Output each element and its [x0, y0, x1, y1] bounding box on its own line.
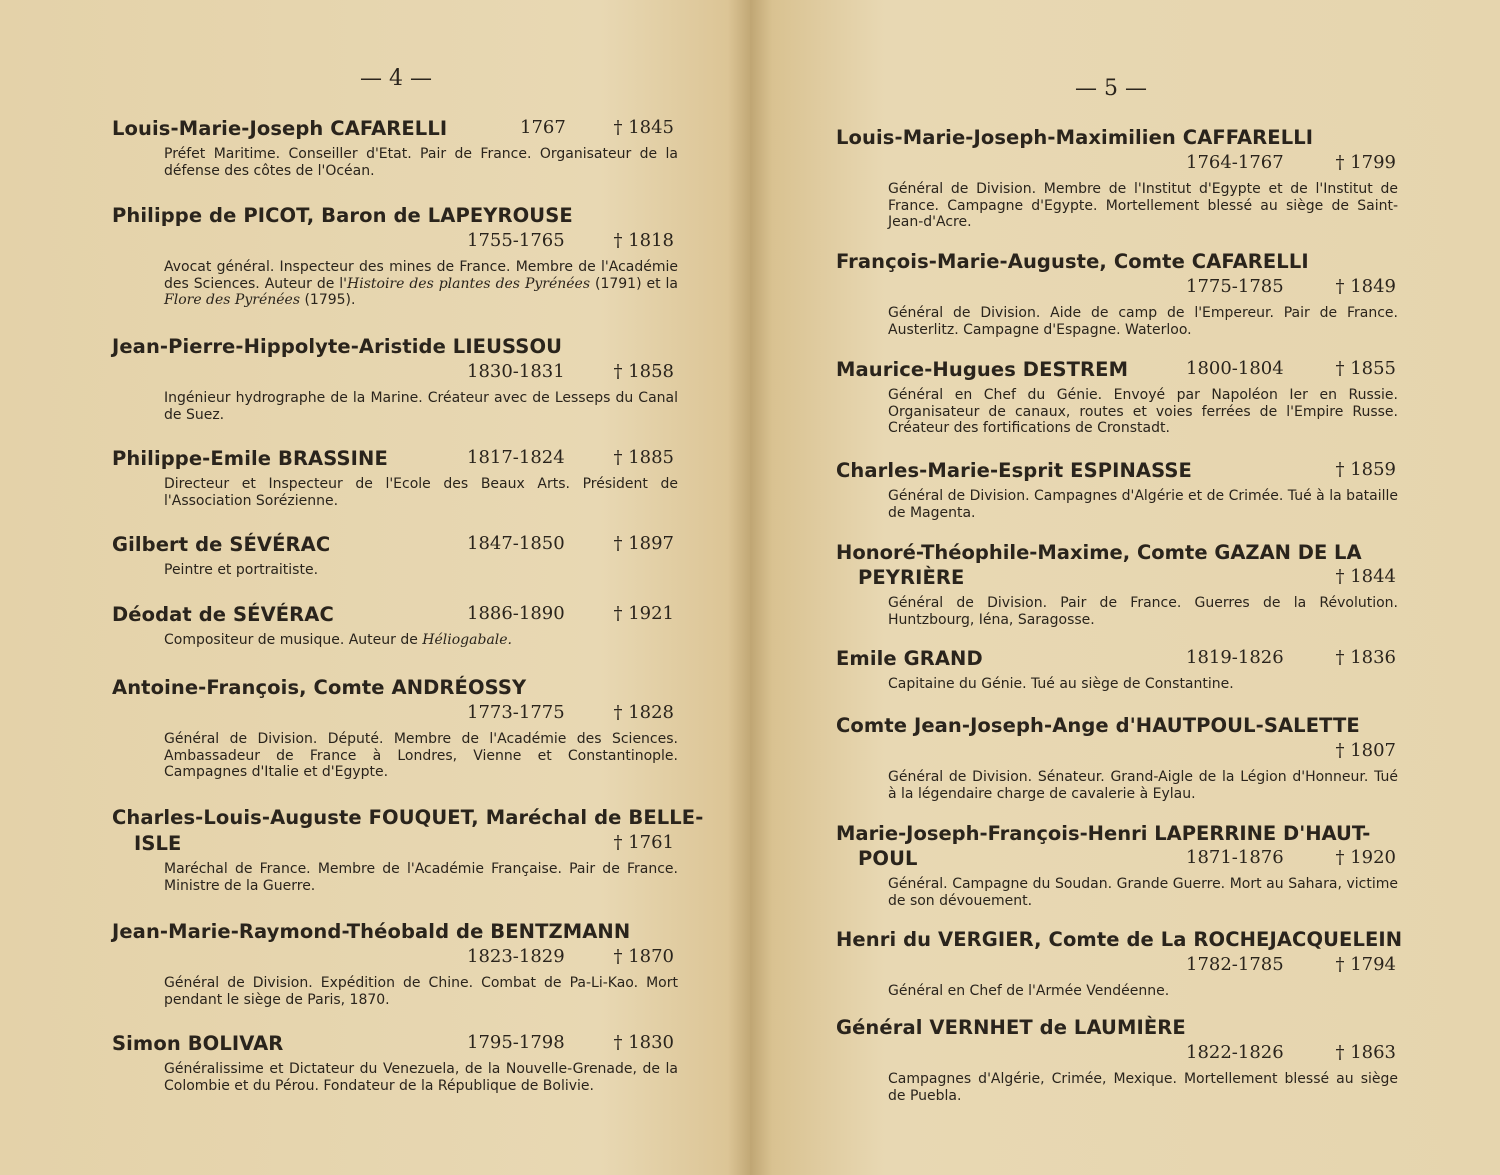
entry-dates: 1830-1831: [467, 361, 565, 382]
entry-dates: 1817-1824: [467, 447, 565, 468]
entry-death: † 1885: [613, 447, 674, 468]
entry-description: Général de Division. Expédition de Chine. Combat de Pa-Li-Kao. Mort pendant le siège de Paris, 1870.: [164, 975, 678, 1008]
entry-death: † 1828: [613, 702, 674, 723]
entry-description: Ingénieur hydrographe de la Marine. Créateur avec de Lesseps du Canal de Suez.: [164, 390, 678, 423]
entry-death: † 1870: [613, 946, 674, 967]
entry-dates: 1822-1826: [1186, 1042, 1284, 1063]
entry-name: Louis-Marie-Joseph CAFARELLI: [112, 117, 448, 140]
book-title: Histoire des plantes des Pyrénées: [347, 275, 591, 292]
entry-dates: 1800-1804: [1186, 358, 1284, 379]
entry-description: Général de Division. Aide de camp de l'Empereur. Pair de France. Austerlitz. Campagne d'Espagne. Waterloo.: [888, 305, 1398, 338]
entry-dates: 1773-1775: [467, 702, 565, 723]
entry-death: † 1897: [613, 533, 674, 554]
entry-name: Antoine-François, Comte ANDRÉOSSY: [112, 676, 527, 699]
entry-name: Philippe de PICOT, Baron de LAPEYROUSE: [112, 204, 573, 227]
entry-death: † 1807: [1335, 740, 1396, 761]
entry-name: Marie-Joseph-François-Henri LAPERRINE D'HAUT-: [836, 822, 1371, 845]
entry-description: Général de Division. Membre de l'Institut d'Egypte et de l'Institut de France. Campagne d'Egypte. Mortellement blessé au siège de Saint-Jean-d'Acre.: [888, 181, 1398, 230]
entry-dates: 1871-1876: [1186, 847, 1284, 868]
entry-description: Maréchal de France. Membre de l'Académie Française. Pair de France. Ministre de la Guerre.: [164, 861, 678, 894]
entry-description: Capitaine du Génie. Tué au siège de Constantine.: [888, 676, 1234, 692]
entry-description: Général en Chef du Génie. Envoyé par Napoléon Ier en Russie. Organisateur de canaux, routes et voies ferrées de l'Empire Russe. Créateur des fortifications de Cronstadt.: [888, 387, 1398, 436]
entry-death: † 1799: [1335, 152, 1396, 173]
entry-dates: 1819-1826: [1186, 647, 1284, 668]
entry-death: † 1761: [613, 832, 674, 853]
page-number: — 4 —: [360, 66, 432, 91]
entry-name: Jean-Pierre-Hippolyte-Aristide LIEUSSOU: [112, 335, 563, 358]
entry-dates: 1764-1767: [1186, 152, 1284, 173]
entry: [112, 447, 678, 509]
entry: [836, 821, 1398, 909]
entry: [836, 647, 1398, 693]
entry: [112, 533, 678, 579]
entry-death: † 1920: [1335, 847, 1396, 868]
work-title: Héliogabale.: [422, 632, 513, 648]
entry-death: † 1858: [613, 361, 674, 382]
entry-name-continued: ISLE: [134, 832, 182, 855]
entry-description: Peintre et portraitiste.: [164, 562, 319, 578]
entry-description: Directeur et Inspecteur de l'Ecole des Beaux Arts. Président de l'Association Sorézienne.: [164, 476, 678, 509]
entry-name: Général VERNHET de LAUMIÈRE: [836, 1016, 1186, 1039]
entry: [112, 117, 678, 179]
entry-death: † 1844: [1335, 566, 1396, 587]
entry-dates: 1775-1785: [1186, 276, 1284, 297]
entry-description: Général de Division. Pair de France. Guerres de la Révolution. Huntzbourg, Iéna, Saragosse.: [888, 595, 1398, 628]
entry-description: Général. Campagne du Soudan. Grande Guerre. Mort au Sahara, victime de son dévouement.: [888, 876, 1398, 909]
entry: [836, 250, 1398, 338]
entry-dates: 1795-1798: [467, 1032, 565, 1053]
entry-death: † 1863: [1335, 1042, 1396, 1063]
entry-death: † 1836: [1335, 647, 1396, 668]
entry: [836, 126, 1398, 231]
entry-description: Avocat général. Inspecteur des mines de France. Membre de l'Académie des Sciences. Auteur de l'Histoire des plantes des Pyrénées (1791) et la Flore des Pyrénées (1795).: [164, 259, 678, 308]
entry: [836, 540, 1398, 628]
entry-name: Honoré-Théophile-Maxime, Comte GAZAN DE LA: [836, 541, 1362, 564]
entry-death: † 1794: [1335, 954, 1396, 975]
entry-name: Comte Jean-Joseph-Ange d'HAUTPOUL-SALETTE: [836, 714, 1360, 737]
entry-name: François-Marie-Auguste, Comte CAFARELLI: [836, 250, 1309, 273]
entry-name: Philippe-Emile BRASSINE: [112, 447, 388, 470]
entry-description: Général de Division. Sénateur. Grand-Aigle de la Légion d'Honneur. Tué à la légendaire charge de cavalerie à Eylau.: [888, 769, 1398, 802]
entry-description: Général de Division. Campagnes d'Algérie et de Crimée. Tué à la bataille de Magenta.: [888, 488, 1398, 521]
book-title: Flore des Pyrénées: [164, 292, 301, 308]
entry-description: Général en Chef de l'Armée Vendéenne.: [888, 983, 1170, 999]
entry-name: Gilbert de SÉVÉRAC: [112, 533, 331, 556]
entry-name: Henri du VERGIER, Comte de La ROCHEJACQUELEIN: [836, 928, 1403, 951]
entry-name: Charles-Marie-Esprit ESPINASSE: [836, 459, 1192, 482]
entry-dates: 1847-1850: [467, 533, 565, 554]
entry: [112, 603, 678, 649]
entry: [112, 204, 678, 309]
entry-dates: 1755-1765: [467, 230, 565, 251]
entry: [836, 714, 1398, 802]
entry-description: Compositeur de musique. Auteur de Héliogabale.: [164, 632, 513, 648]
entry-name: Maurice-Hugues DESTREM: [836, 358, 1129, 381]
entry: [836, 928, 1403, 1000]
entry-death: † 1818: [613, 230, 674, 251]
page-number: — 5 —: [1075, 76, 1147, 101]
entry-death: † 1859: [1335, 459, 1396, 480]
entry: [836, 1016, 1398, 1104]
entry-dates: 1767: [520, 117, 566, 138]
entry-description: Campagnes d'Algérie, Crimée, Mexique. Mortellement blessé au siège de Puebla.: [888, 1071, 1398, 1104]
entry-name: Déodat de SÉVÉRAC: [112, 603, 334, 626]
entry: [112, 335, 678, 423]
entry: [836, 358, 1398, 437]
entry-name: Louis-Marie-Joseph-Maximilien CAFFARELLI: [836, 126, 1314, 149]
entry-description: Généralissime et Dictateur du Venezuela, de la Nouvelle-Grenade, de la Colombie et du Pérou. Fondateur de la République de Bolivie.: [164, 1061, 678, 1094]
entry: [112, 920, 678, 1008]
entry-name-continued: PEYRIÈRE: [858, 566, 965, 589]
entry-death: † 1830: [613, 1032, 674, 1053]
entry-name: Emile GRAND: [836, 647, 983, 670]
entry-death: † 1845: [613, 117, 674, 138]
entry: [836, 459, 1398, 521]
entry: [112, 676, 678, 781]
entry-description: Préfet Maritime. Conseiller d'Etat. Pair de France. Organisateur de la défense des côtes de l'Océan.: [164, 146, 678, 179]
entry-description: Général de Division. Député. Membre de l'Académie des Sciences. Ambassadeur de France à Londres, Vienne et Constantinople. Campagnes d'Italie et d'Egypte.: [164, 731, 678, 780]
entry-death: † 1921: [613, 603, 674, 624]
entry-name: Charles-Louis-Auguste FOUQUET, Maréchal de BELLE-: [112, 806, 704, 829]
entry-dates: 1823-1829: [467, 946, 565, 967]
entry-death: † 1855: [1335, 358, 1396, 379]
entry-dates: 1886-1890: [467, 603, 565, 624]
entry-dates: 1782-1785: [1186, 954, 1284, 975]
entry: [112, 1032, 678, 1094]
entry: [112, 806, 704, 894]
entry-name-continued: POUL: [858, 847, 918, 870]
entry-death: † 1849: [1335, 276, 1396, 297]
entry-name: Simon BOLIVAR: [112, 1032, 284, 1055]
entry-name: Jean-Marie-Raymond-Théobald de BENTZMANN: [112, 920, 631, 943]
